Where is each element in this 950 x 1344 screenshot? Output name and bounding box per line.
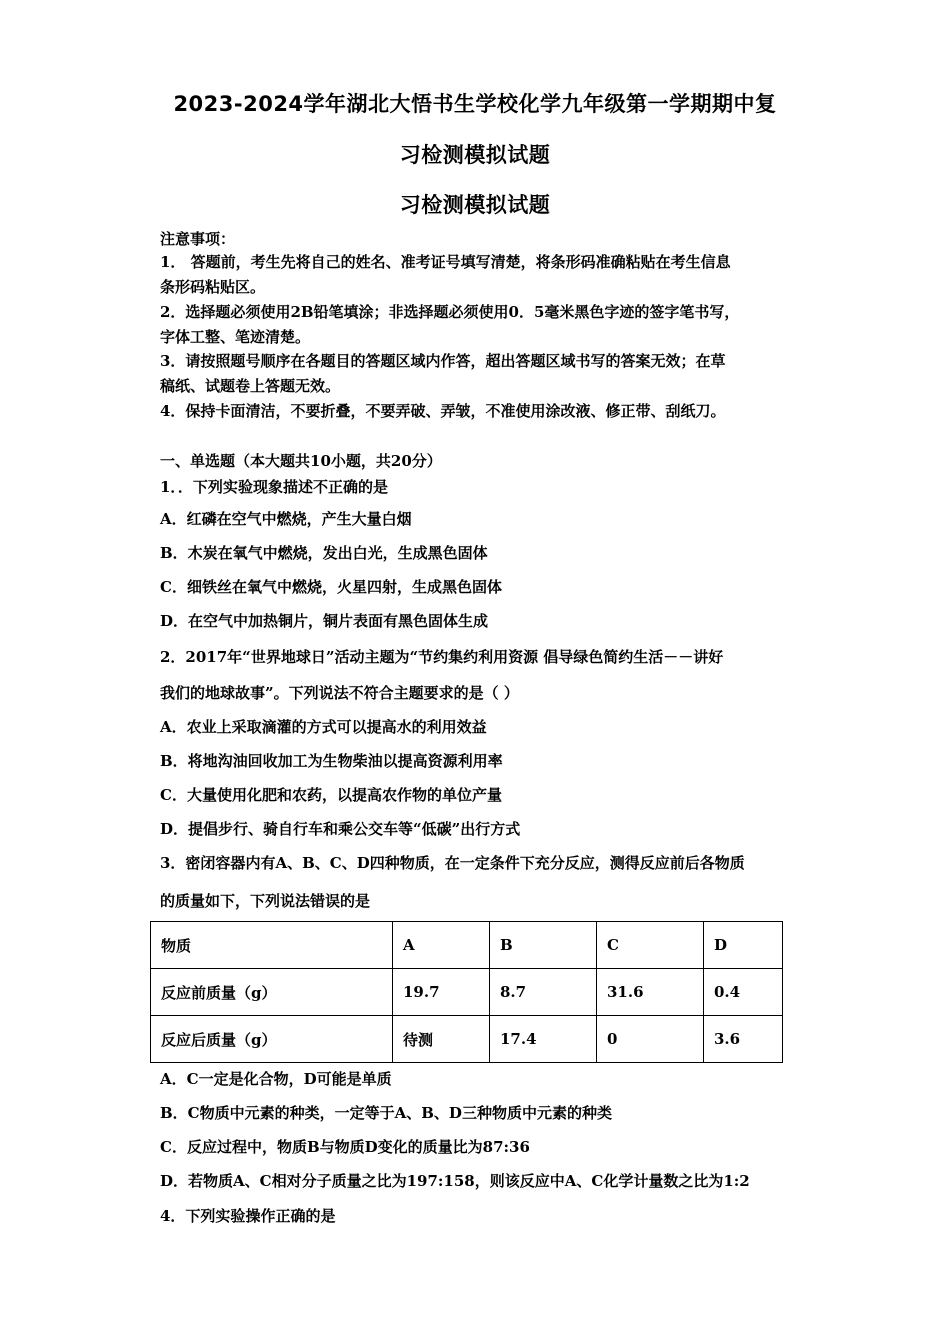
question-2-option-d: D．提倡步行、骑自行车和乘公交车等“低碳”出行方式 bbox=[160, 820, 521, 838]
mass-table bbox=[150, 921, 783, 1063]
question-3-option-b: B．C物质中元素的种类，一定等于A、B、D三种物质中元素的种类 bbox=[160, 1104, 612, 1122]
question-1-stem: 1．．下列实验现象描述不正确的是 bbox=[160, 478, 388, 496]
table-header-cell: 物质 bbox=[151, 922, 393, 969]
question-1-option-d: D．在空气中加热铜片，铜片表面有黑色固体生成 bbox=[160, 612, 489, 630]
table-cell: 8.7 bbox=[490, 969, 597, 1016]
notice-item-4: 4．保持卡面清洁，不要折叠，不要弄破、弄皱，不准使用涂改液、修正带、刮纸刀。 bbox=[160, 402, 726, 420]
question-3-stem-a: 3．密闭容器内有A、B、C、D四种物质，在一定条件下充分反应，测得反应前后各物质 bbox=[160, 854, 745, 872]
section-heading: 一、单选题（本大题共10小题，共20分） bbox=[160, 452, 442, 470]
table-header-cell: B bbox=[490, 922, 597, 969]
table-cell: 3.6 bbox=[704, 1016, 783, 1063]
table-cell: 反应前质量（g） bbox=[151, 969, 393, 1016]
question-1-option-a: A．红磷在空气中燃烧，产生大量白烟 bbox=[160, 510, 412, 528]
table-cell: 0 bbox=[597, 1016, 704, 1063]
page-title-line2: 习检测模拟试题 bbox=[399, 143, 551, 167]
question-2-option-a: A．农业上采取滴灌的方式可以提高水的利用效益 bbox=[160, 718, 487, 736]
table-cell: 19.7 bbox=[393, 969, 490, 1016]
question-3-stem-b: 的质量如下，下列说法错误的是 bbox=[160, 892, 371, 910]
page-title-line1: 2023-2024学年湖北大悟书生学校化学九年级第一学期期中复 bbox=[173, 92, 777, 116]
table-header-row bbox=[151, 922, 783, 969]
table-header-cell: D bbox=[704, 922, 783, 969]
question-3-option-d: D．若物质A、C相对分子质量之比为197:158，则该反应中A、C化学计量数之比为1:2 bbox=[160, 1172, 750, 1190]
notice-heading: 注意事项： bbox=[160, 230, 236, 248]
notice-item-3a: 3．请按照题号顺序在各题目的答题区域内作答，超出答题区域书写的答案无效；在草 bbox=[160, 352, 726, 370]
notice-item-3b: 稿纸、试题卷上答题无效。 bbox=[160, 377, 341, 395]
notice-item-1b: 条形码粘贴区。 bbox=[160, 278, 266, 296]
question-2-option-b: B．将地沟油回收加工为生物柴油以提高资源利用率 bbox=[160, 752, 503, 770]
table-cell: 反应后质量（g） bbox=[151, 1016, 393, 1063]
table-header-cell: A bbox=[393, 922, 490, 969]
table-header-cell: C bbox=[597, 922, 704, 969]
question-3-option-a: A．C一定是化合物，D可能是单质 bbox=[160, 1070, 392, 1088]
table-cell: 0.4 bbox=[704, 969, 783, 1016]
question-1-option-c: C．细铁丝在氧气中燃烧，火星四射，生成黑色固体 bbox=[160, 578, 502, 596]
table-row bbox=[151, 969, 783, 1016]
table-cell: 17.4 bbox=[490, 1016, 597, 1063]
notice-item-2a: 2．选择题必须使用2B铅笔填涂；非选择题必须使用0．5毫米黑色字迹的签字笔书写， bbox=[160, 303, 740, 321]
table-row bbox=[151, 1016, 783, 1063]
question-3-option-c: C．反应过程中，物质B与物质D变化的质量比为87:36 bbox=[160, 1138, 530, 1156]
table-cell: 待测 bbox=[393, 1016, 490, 1063]
notice-item-1a: 1． 答题前，考生先将自己的姓名、准考证号填写清楚，将条形码准确粘贴在考生信息 bbox=[160, 253, 731, 271]
page-title-line3: 习检测模拟试题 bbox=[399, 193, 551, 217]
question-2-stem-a: 2．2017年“世界地球日”活动主题为“节约集约利用资源 倡导绿色简约生活－－讲好 bbox=[160, 648, 724, 666]
question-2-stem-b: 我们的地球故事”。下列说法不符合主题要求的是（ ） bbox=[160, 684, 519, 702]
question-1-option-b: B．木炭在氧气中燃烧，发出白光，生成黑色固体 bbox=[160, 544, 488, 562]
question-4-stem: 4．下列实验操作正确的是 bbox=[160, 1207, 336, 1225]
notice-item-2b: 字体工整、笔迹清楚。 bbox=[160, 328, 311, 346]
table-cell: 31.6 bbox=[597, 969, 704, 1016]
question-2-option-c: C．大量使用化肥和农药，以提高农作物的单位产量 bbox=[160, 786, 502, 804]
